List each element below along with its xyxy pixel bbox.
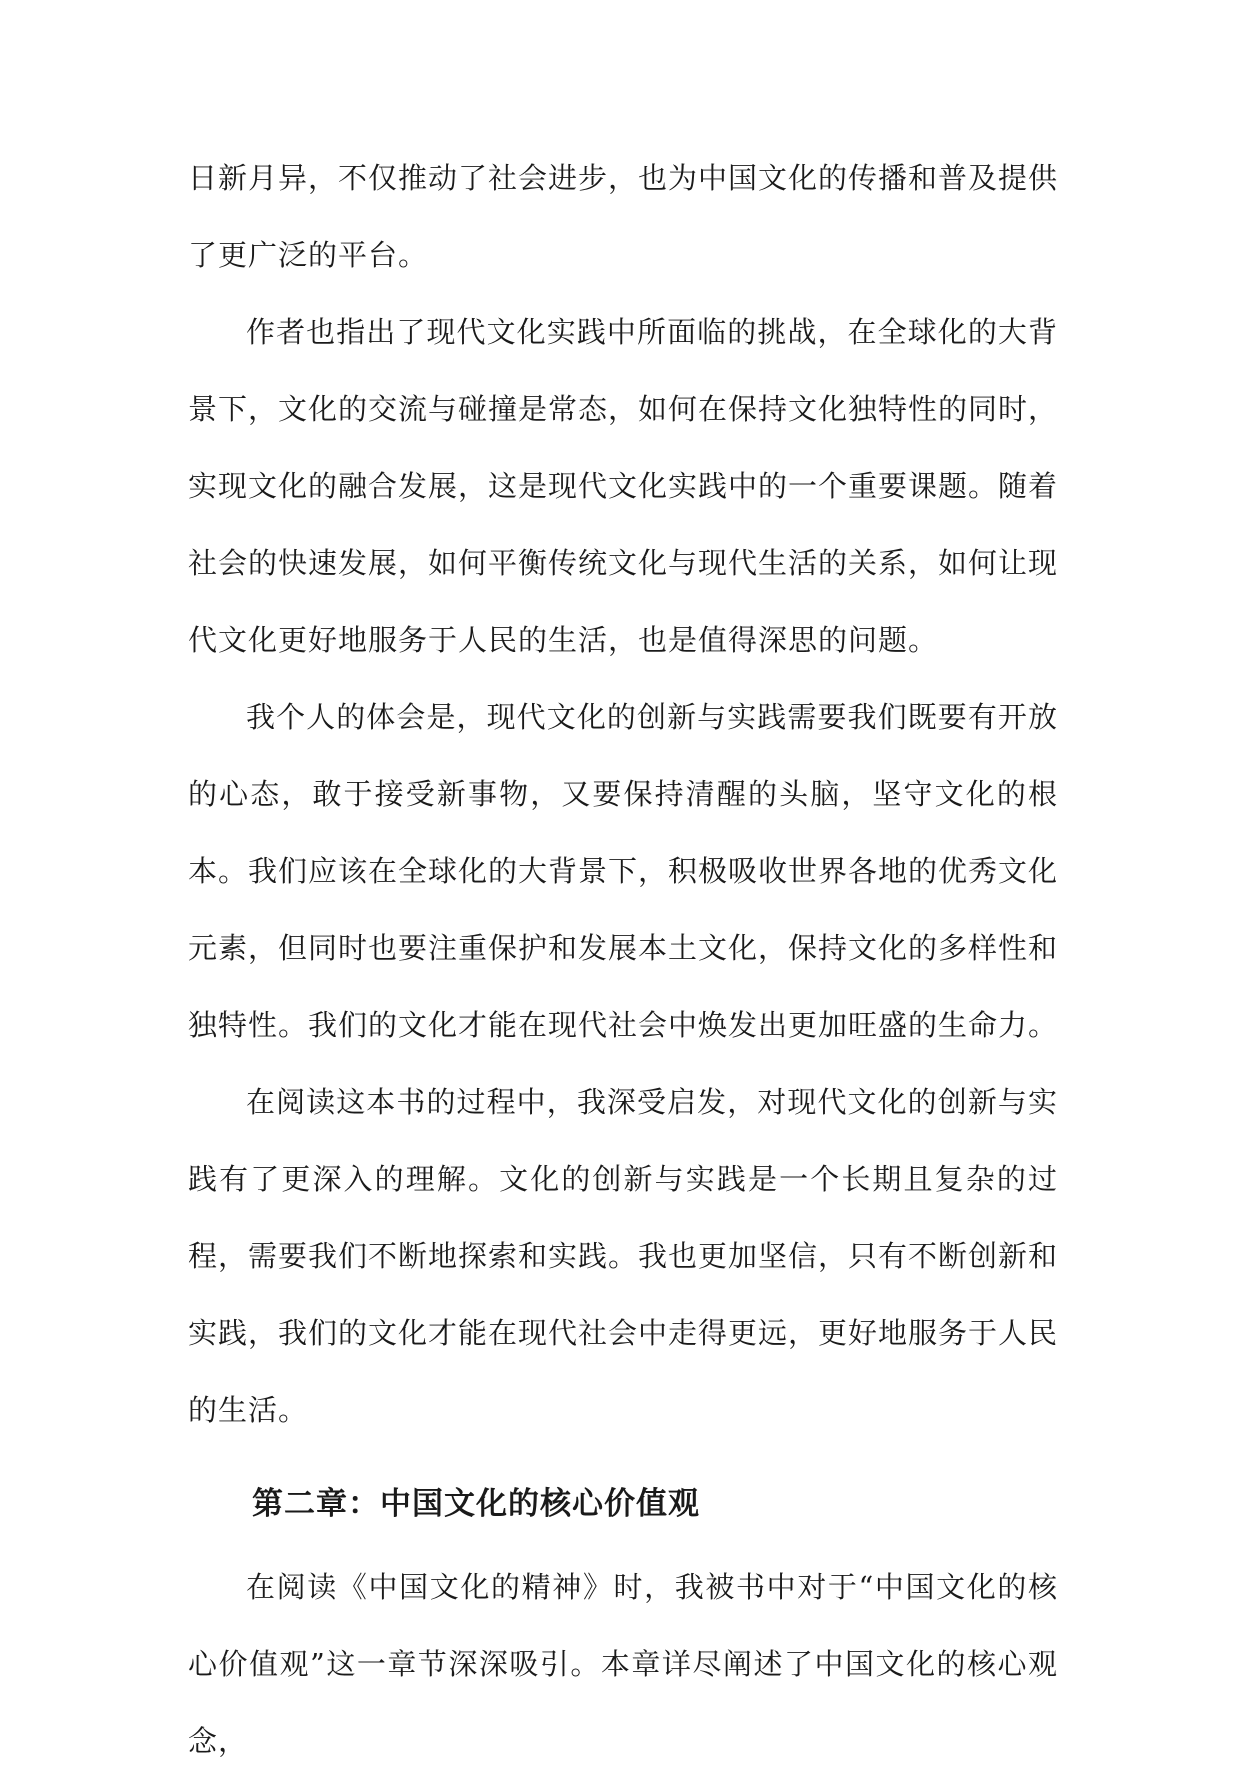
paragraph-personal-insight: 我个人的体会是，现代文化的创新与实践需要我们既要有开放的心态，敢于接受新事物，又要保持清醒的头脑，坚守文化的根本。我们应该在全球化的大背景下，积极吸收世界各地的优秀文化元素，但同时也要注重保护和发展本土文化，保持文化的多样性和独特性。我们的文化才能在现代社会中焕发出更加旺盛的生命力。 (188, 700, 1059, 1042)
paragraph-challenges: 作者也指出了现代文化实践中所面临的挑战，在全球化的大背景下，文化的交流与碰撞是常态，如何在保持文化独特性的同时，实现文化的融合发展，这是现代文化实践中的一个重要课题。随着社会的快速发展，如何平衡传统文化与现代生活的关系，如何让现代文化更好地服务于人民的生活，也是值得深思的问题。 (188, 315, 1059, 657)
paragraph-reading-reflection: 在阅读这本书的过程中，我深受启发，对现代文化的创新与实践有了更深入的理解。文化的创新与实践是一个长期且复杂的过程，需要我们不断地探索和实践。我也更加坚信，只有不断创新和实践，我们的文化才能在现代社会中走得更远，更好地服务于人民的生活。 (188, 1085, 1059, 1427)
chapter-heading: 第二章：中国文化的核心价值观 (252, 1486, 700, 1522)
paragraph-continuation: 日新月异，不仅推动了社会进步，也为中国文化的传播和普及提供了更广泛的平台。 (188, 161, 1059, 272)
paragraph-chapter-intro: 在阅读《中国文化的精神》时，我被书中对于“中国文化的核心价值观”这一章节深深吸引。本章详尽阐述了中国文化的核心观念， (188, 1570, 1058, 1758)
document-body (188, 140, 1058, 1780)
